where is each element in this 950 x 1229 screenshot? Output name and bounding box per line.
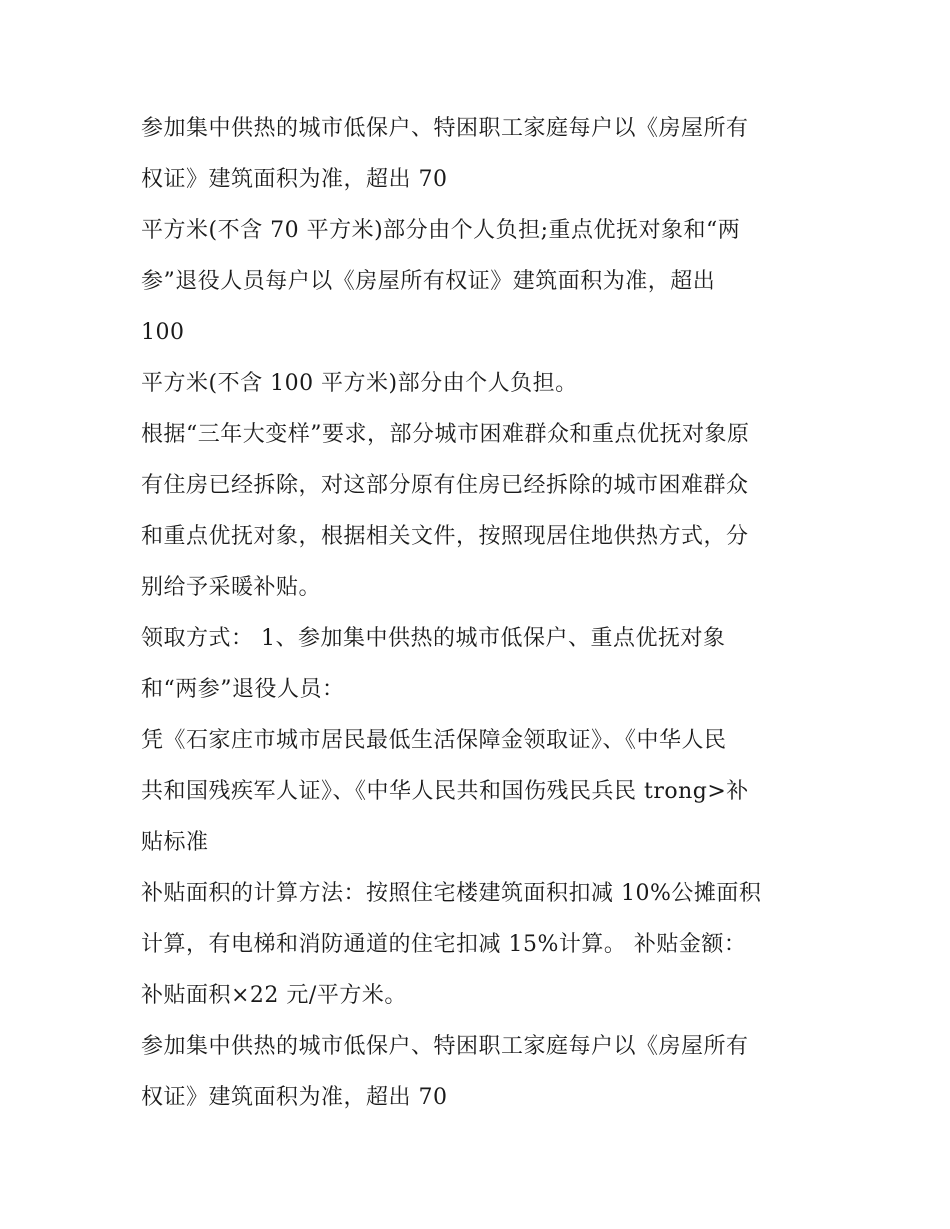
text-line: 平方米(不含 70 平方米)部分由个人负担;重点优抚对象和“两 — [141, 218, 741, 243]
text-line: 参加集中供热的城市低保户、特困职工家庭每户以《房屋所有 — [141, 116, 749, 141]
text-line: 和“两参”退役人员： — [141, 677, 345, 702]
text-line: 共和国残疾军人证》、《中华人民共和国伤残民兵民 trong>补 — [141, 779, 749, 804]
document-body — [141, 110, 821, 1130]
text-line: 权证》建筑面积为准，超出 70 — [141, 167, 448, 192]
text-line: 平方米(不含 100 平方米)部分由个人负担。 — [141, 371, 578, 396]
text-line: 补贴面积×22 元/平方米。 — [141, 983, 407, 1008]
text-line: 贴标准 — [141, 830, 209, 855]
text-line: 补贴面积的计算方法：按照住宅楼建筑面积扣减 10%公摊面积 — [141, 881, 762, 906]
text-line: 参加集中供热的城市低保户、特困职工家庭每户以《房屋所有 — [141, 1034, 749, 1059]
text-line: 计算，有电梯和消防通道的住宅扣减 15%计算。 补贴金额： — [141, 932, 747, 957]
text-line: 凭《石家庄市城市居民最低生活保障金领取证》、《中华人民 — [141, 728, 727, 753]
text-line: 领取方式： 1、参加集中供热的城市低保户、重点优抚对象 — [141, 626, 726, 651]
text-line: 别给予采暖补贴。 — [141, 575, 322, 600]
text-line: 100 — [141, 320, 185, 345]
text-line: 有住房已经拆除，对这部分原有住房已经拆除的城市困难群众 — [141, 473, 749, 498]
text-line: 根据“三年大变样”要求，部分城市困难群众和重点优抚对象原 — [141, 422, 750, 447]
text-line: 权证》建筑面积为准，超出 70 — [141, 1085, 448, 1110]
text-line: 和重点优抚对象，根据相关文件，按照现居住地供热方式，分 — [141, 524, 749, 549]
text-line: 参”退役人员每户以《房屋所有权证》建筑面积为准，超出 — [141, 269, 716, 294]
